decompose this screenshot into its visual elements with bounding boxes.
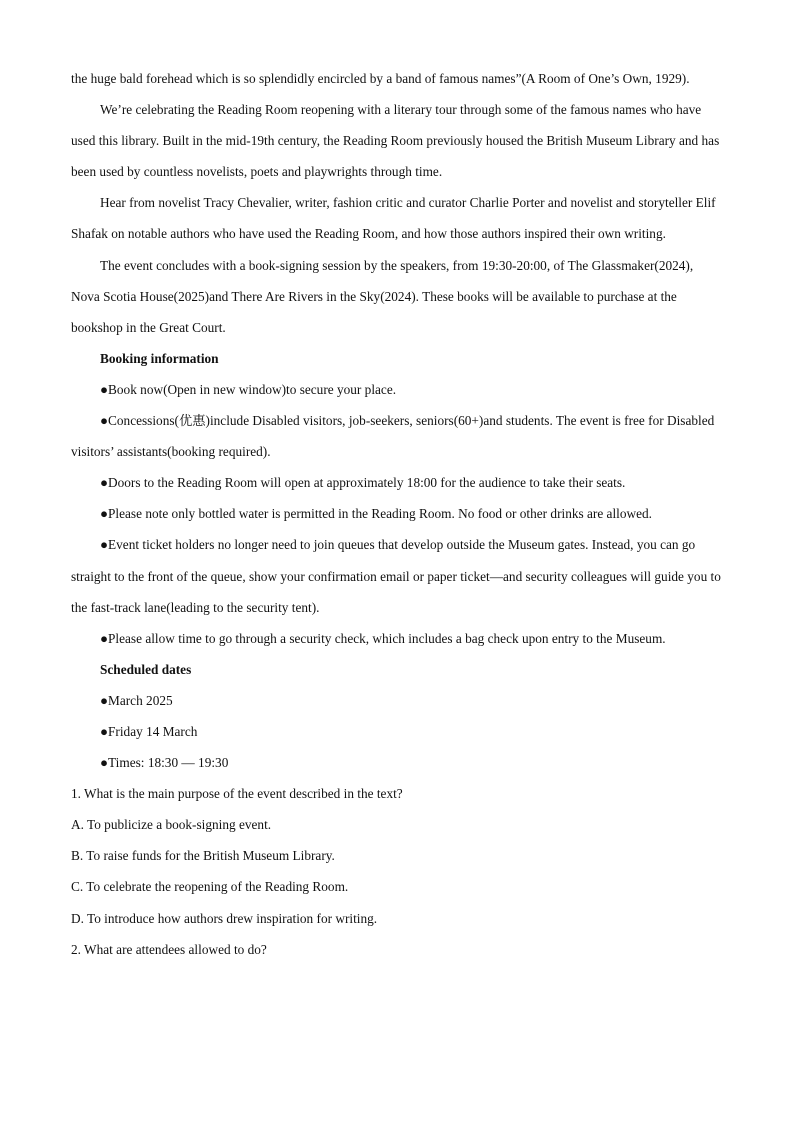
booking-item: ●Book now(Open in new window)to secure your place. bbox=[100, 381, 397, 397]
booking-item: ●Event ticket holders no longer need to join queues that develop outside the Museum gates. Instead, you can go straight to the front of the queue, show your confirmation email or paper ticket—and security colleagues will guide you to the fast-track lane(leading to the security tent). bbox=[71, 537, 721, 615]
question-2: 2. What are attendees allowed to do? bbox=[71, 941, 267, 957]
scheduled-item: ●Friday 14 March bbox=[100, 723, 198, 739]
document-page bbox=[71, 63, 721, 965]
question-1: 1. What is the main purpose of the event described in the text? bbox=[71, 786, 403, 802]
booking-item: ●Please note only bottled water is permitted in the Reading Room. No food or other drinks are allowed. bbox=[100, 506, 652, 522]
booking-heading: Booking information bbox=[100, 350, 219, 366]
booking-item: ●Concessions(优惠)include Disabled visitors, job-seekers, seniors(60+)and students. The event is free for Disabled visitors’ assistants(booking required). bbox=[71, 413, 715, 460]
passage-intro-tail: the huge bald forehead which is so splendidly encircled by a band of famous names”(A Room of One’s Own, 1929). bbox=[71, 71, 690, 86]
passage-paragraph-1: We’re celebrating the Reading Room reopening with a literary tour through some of the famous names who have used this library. Built in the mid-19th century, the Reading Room previously housed the British Museum Library and has been used by countless novelists, poets and playwrights through time. bbox=[71, 102, 720, 180]
scheduled-heading: Scheduled dates bbox=[100, 661, 192, 677]
question-1-option-b: B. To raise funds for the British Museum Library. bbox=[71, 848, 335, 864]
question-1-option-a: A. To publicize a book-signing event. bbox=[71, 817, 272, 833]
scheduled-item: ●March 2025 bbox=[100, 692, 173, 708]
question-1-option-c: C. To celebrate the reopening of the Reading Room. bbox=[71, 879, 349, 895]
question-1-option-d: D. To introduce how authors drew inspiration for writing. bbox=[71, 910, 378, 926]
booking-item: ●Please allow time to go through a security check, which includes a bag check upon entry to the Museum. bbox=[100, 630, 666, 646]
scheduled-item: ●Times: 18:30 — 19:30 bbox=[100, 755, 229, 771]
passage-paragraph-3: The event concludes with a book-signing session by the speakers, from 19:30-20:00, of The Glassmaker(2024), Nova Scotia House(2025)and There Are Rivers in the Sky(2024). These books will be available to purchase at the bookshop in the Great Court. bbox=[71, 257, 694, 335]
passage-paragraph-2: Hear from novelist Tracy Chevalier, writer, fashion critic and curator Charlie Porter and novelist and storyteller Elif Shafak on notable authors who have used the Reading Room, and how those authors inspired their own writing. bbox=[71, 195, 716, 242]
booking-item: ●Doors to the Reading Room will open at approximately 18:00 for the audience to take their seats. bbox=[100, 475, 626, 491]
